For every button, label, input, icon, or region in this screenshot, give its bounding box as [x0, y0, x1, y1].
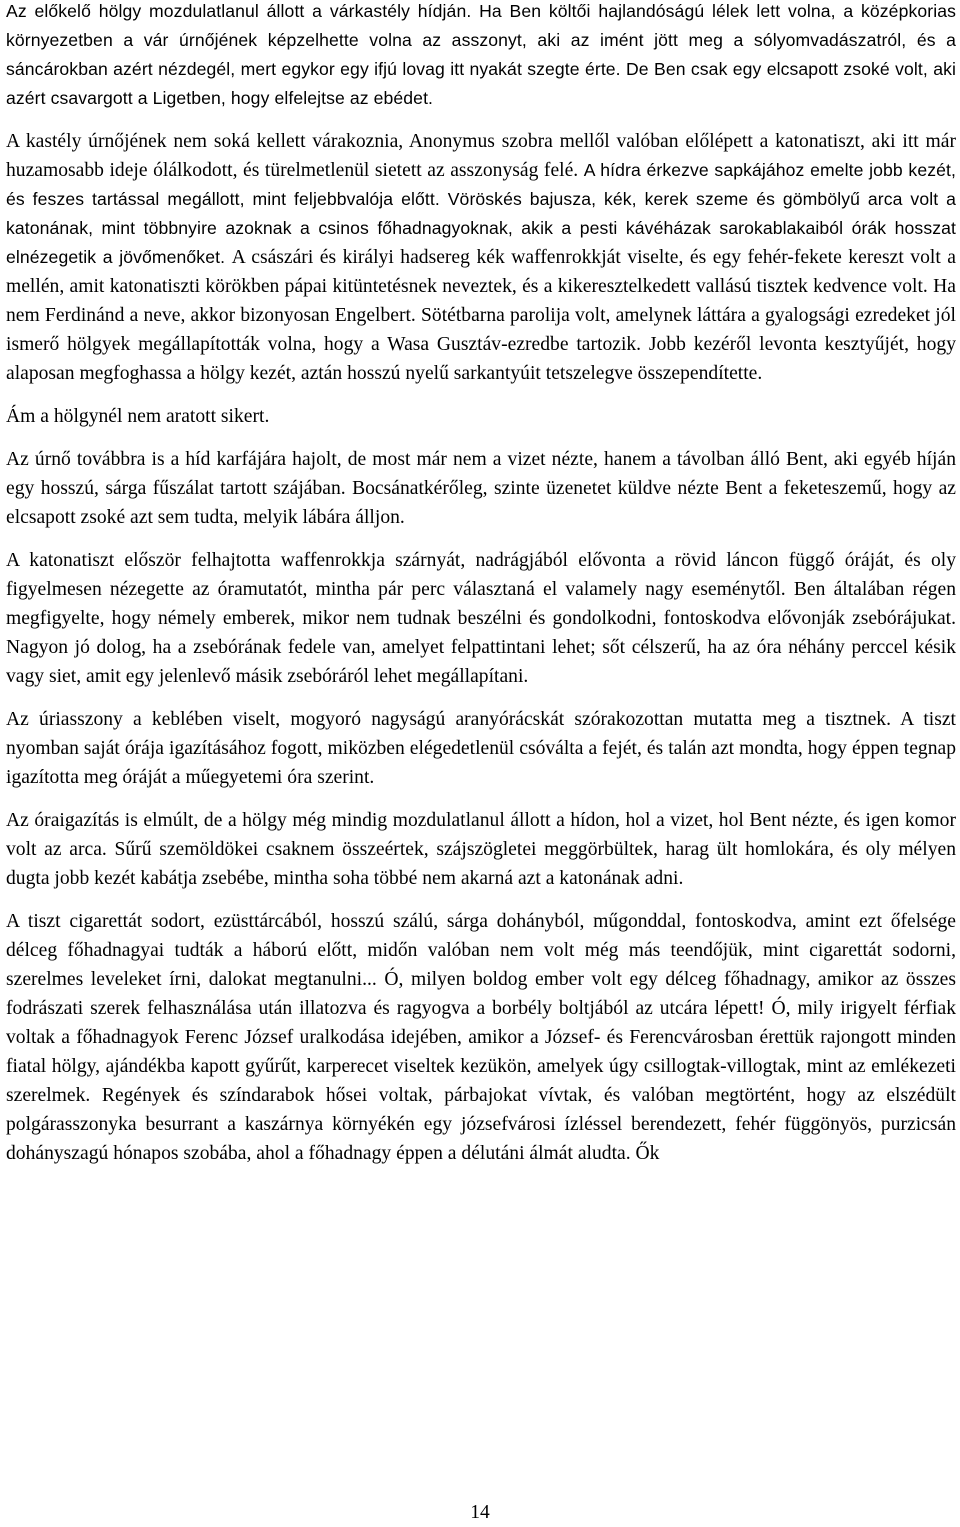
text-run: A tiszt cigarettát sodort, ezüsttárcából, hosszú szálú, sárga dohányból, műgonddal, fontoskodva, amint ezt őfelsége délceg főhadnagyai tudták a háború előtt, midőn valóban nem volt még más teendőjük, mint cigarettát sodorni, szerelmes leveleket írni, dalokat megtanulni... Ó, milyen boldog ember volt egy délceg főhadnagy, amikor az összes fodrászati szerek felhasználása után illatozva és ragyogva a borbély boltjából az utcára lépett! Ó, mily irigyelt férfiak voltak a főhadnagyok Ferenc József uralkodása idejében, amikor a József- és Ferencvárosban érettük rajongott minden fiatal hölgy, ajándékba kapott gyűrűt, karperecet viseltek kezükön, amelyek úgy csillogtak-villogtak, mint az emlékezeti szerelmek. Regények és színdarabok hősei voltak, párbajokat vívtak, és valóban megtörtént, hogy az elszédült polgárasszonyka besurrant a kaszárnya környékén egy józsefvárosi ízléssel berendezett, fehér függönyös, purzicsán dohányszagú hónapos szobába, ahol a főhadnagy éppen a délutáni álmát aludta. Ők	[6, 911, 956, 1164]
text-run: Az úrnő továbbra is a híd karfájára hajolt, de most már nem a vizet nézte, hanem a távolban álló Bent, aki egyéb híján egy hosszú, sárga fűszálat tartott szájában. Bocsánatkérőleg, szinte üzenetet küldve nézte Bent a feketeszemű, hogy az elcsapott zsoké azt sem tudta, melyik lábára álljon.	[6, 449, 956, 528]
text-run: Ám a hölgynél nem aratott sikert.	[6, 406, 270, 427]
body-text	[6, 0, 956, 1168]
text-run: De Ben csak egy elcsapott zsoké volt, aki azért csavargott a Ligetben, hogy elfelejtse az ebédet.	[6, 59, 956, 108]
paragraph	[6, 806, 956, 893]
paragraph	[6, 127, 956, 388]
paragraph	[6, 402, 956, 431]
text-run: Az óraigazítás is elmúlt, de a hölgy még mindig mozdulatlanul állott a hídon, hol a vizet, hol Bent nézte, és igen komor volt az arca. Sűrű szemöldökei csaknem összeértek, szájszögletei meggörbültek, harag ült homlokára, és oly mélyen dugta jobb kezét kabátja zsebébe, mintha soha többé nem akarná azt a katonának adni.	[6, 810, 956, 889]
text-run: A katonatiszt először felhajtotta waffenrokkja szárnyát, nadrágjából elővonta a rövid láncon függő óráját, és oly figyelmesen nézegette az óramutatót, mintha pár perc választaná el valamely nagy eseménytől. Ben általában régen megfigyelte, hogy némely emberek, mikor nem tudnak beszélni és gondolkodni, fontoskodva elővonják zsebórájukat. Nagyon jó dolog, ha a zsebórának fedele van, amelyet felpattintani lehet; sőt célszerű, ha az óra néhány perccel késik vagy siet, amit egy jelenlevő másik zsebóráról lehet megállapítani.	[6, 550, 956, 687]
paragraph	[6, 907, 956, 1168]
text-run: A kastély úrnőjének nem soká kellett várakoznia, Anonymus szobra mellől valóban előlépett a katonatiszt, aki itt már huzamosabb ideje ólálkodott, és türelmetlenül sietett az asszonyság felé.	[6, 131, 956, 181]
paragraph	[6, 0, 956, 113]
paragraph	[6, 705, 956, 792]
text-run: A császári és királyi hadsereg kék waffenrokkját viselte, és egy fehér-fekete kereszt volt a mellén, amit katonatiszti körökben pápai kitüntetésnek neveztek, és a kikeresztelkedett vallású tisztek kedvence volt. Ha nem Ferdinánd a neve, akkor bizonyosan Engelbert. Sötétbarna parolija volt, amelynek láttára a gyalogsági ezredeket jól ismerő hölgyek megállapították volna, hogy a Wasa Gusztáv-ezredbe tartozik. Jobb kezéről levonta kesztyűjét, hogy alaposan megfoghassa a hölgy kezét, aztán hosszú nyelű sarkantyúit tetszelegve összependítette.	[6, 247, 956, 384]
paragraph	[6, 445, 956, 532]
text-run: A hídra érkezve sapkájához emelte jobb kezét, és feszes tartással megállott, mint feljebbvalója előtt. Vöröskés bajusza, kék, kerek szeme és gömbölyű arca volt a katonának, mint többnyire azoknak a csinos főhadnagyoknak, akik a pesti kávéházak sarokablakaiból órák hosszat elnézegetik a jövőmenőket.	[6, 160, 956, 267]
text-run: Az előkelő hölgy mozdulatlanul állott a várkastély hídján. Ha Ben költői hajlandóságú lélek lett volna, a középkorias környezetben a vár úrnőjének képzelhette volna az asszonyt, aki az imént jött meg a sólyomvadászatról, és a sáncárokban azért nézdegél, mert egykor egy ifjú lovag itt nyakát szegte érte.	[6, 1, 956, 79]
text-run: Az úriasszony a keblében viselt, mogyoró nagyságú aranyórácskát szórakozottan mutatta meg a tisztnek. A tiszt nyomban saját órája igazításához fogott, miközben elégedetlenül csóválta a fejét, és talán azt mondta, hogy éppen tegnap igazította meg óráját a műegyetemi óra szerint.	[6, 709, 956, 788]
page-number: 14	[470, 1502, 490, 1523]
paragraph	[6, 546, 956, 691]
